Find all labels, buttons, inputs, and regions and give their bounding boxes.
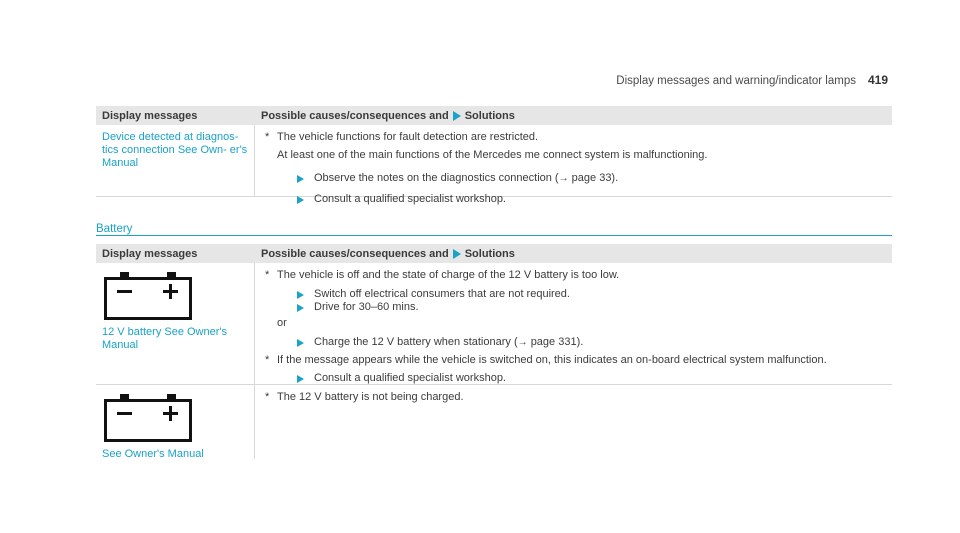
- bullet-star: *: [265, 354, 270, 366]
- battery-icon: [104, 394, 192, 442]
- cause-text: If the message appears while the vehicle is switched on, this indicates an on-board electrical system malfunction.: [277, 354, 827, 366]
- header-causes-label: Possible causes/consequences and: [261, 247, 449, 260]
- solution-step: [265, 336, 882, 349]
- or-text: or: [277, 317, 287, 329]
- cause-line: [265, 354, 882, 367]
- cause-text: The 12 V battery is not being charged.: [277, 391, 464, 403]
- solution-step: [265, 193, 882, 206]
- table-header: [96, 244, 892, 263]
- battery-icon: [104, 272, 192, 320]
- step-arrow-icon: [297, 175, 304, 183]
- header-display-messages: Display messages: [102, 109, 198, 122]
- step-arrow-icon: [297, 196, 304, 204]
- solution-step: [265, 301, 882, 314]
- page-header: [616, 73, 888, 87]
- step-arrow-icon: [297, 304, 304, 312]
- table-row: [96, 125, 892, 205]
- message-text[interactable]: 12 V battery See Owner's Manual: [102, 326, 227, 351]
- page-ref-arrow-icon: →: [558, 173, 569, 184]
- message-text[interactable]: Device detected at diagnos- tics connection See Own- er's Manual: [96, 125, 255, 196]
- step-text: Consult a qualified specialist workshop.: [314, 372, 506, 384]
- step-text: Switch off electrical consumers that are not required.: [314, 288, 570, 300]
- cause-line: [265, 269, 882, 282]
- cause-text: The vehicle functions for fault detection are restricted.: [277, 131, 539, 143]
- step-text: Charge the 12 V battery when stationary (→ page 331).: [314, 336, 584, 348]
- solution-arrow-icon: [453, 111, 461, 121]
- header-solutions-label: Solutions: [464, 247, 515, 260]
- cause-line: [265, 131, 882, 144]
- bullet-star: *: [265, 131, 270, 143]
- message-cell: [96, 385, 255, 459]
- step-arrow-icon: [297, 339, 304, 347]
- causes-cell: [255, 385, 892, 459]
- step-text: Consult a qualified specialist workshop.: [314, 193, 506, 205]
- page-ref-arrow-icon: →: [517, 337, 528, 348]
- section-title-battery: Battery: [96, 223, 133, 235]
- step-arrow-icon: [297, 291, 304, 299]
- header-causes: [255, 248, 892, 260]
- solution-step: [265, 372, 882, 385]
- message-text[interactable]: See Owner's Manual: [102, 448, 204, 460]
- message-cell: [96, 263, 255, 384]
- bullet-star: *: [265, 269, 270, 281]
- table-header: [96, 106, 892, 125]
- header-causes: [255, 110, 892, 122]
- diagnostics-table: [96, 106, 892, 205]
- section-divider: [96, 235, 892, 236]
- table-row: [96, 263, 892, 385]
- solution-arrow-icon: [453, 249, 461, 259]
- causes-cell: [255, 263, 892, 384]
- header-display-messages: Display messages: [102, 247, 198, 260]
- page-header-title: Display messages and warning/indicator lamps: [616, 75, 856, 87]
- cause-line: [265, 391, 882, 404]
- page-ref-link[interactable]: page 33).: [571, 172, 619, 184]
- page-ref-link[interactable]: page 331).: [530, 336, 584, 348]
- step-arrow-icon: [297, 375, 304, 383]
- cause-text: The vehicle is off and the state of charge of the 12 V battery is too low.: [277, 269, 620, 281]
- cause-detail: At least one of the main functions of the Mercedes me connect system is malfunctioning.: [277, 149, 708, 161]
- header-causes-label: Possible causes/consequences and: [261, 109, 449, 122]
- header-solutions-label: Solutions: [464, 109, 515, 122]
- solution-step: [265, 172, 882, 185]
- step-text: Observe the notes on the diagnostics connection (→ page 33).: [314, 172, 619, 184]
- bullet-star: *: [265, 391, 270, 403]
- page-number: 419: [867, 73, 888, 87]
- battery-table: [96, 244, 892, 459]
- solution-step: [265, 288, 882, 301]
- causes-cell: [255, 125, 892, 205]
- step-text: Drive for 30–60 mins.: [314, 301, 419, 313]
- table-row: [96, 385, 892, 459]
